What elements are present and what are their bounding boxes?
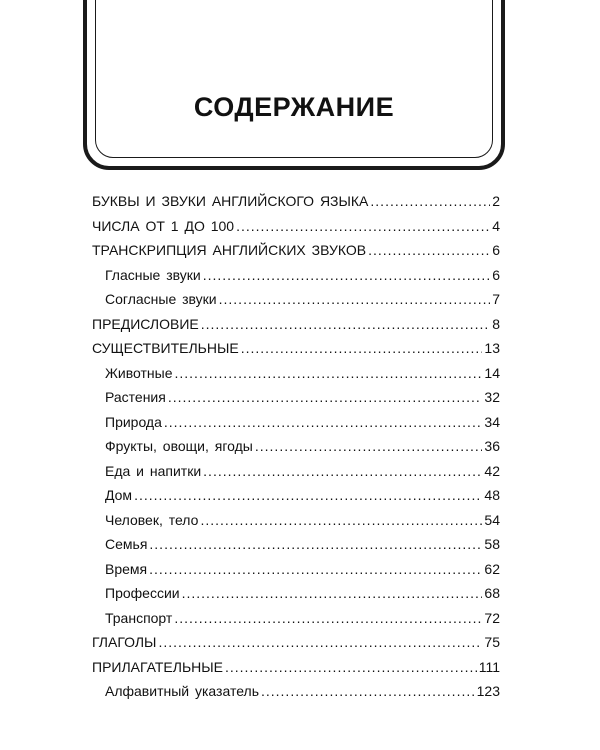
toc-entry xyxy=(92,189,500,214)
toc-dot-leader xyxy=(201,312,490,337)
toc-entry-page: 6 xyxy=(492,242,500,258)
toc-entry-label: Согласные звуки xyxy=(105,291,217,307)
toc-entry-page: 48 xyxy=(484,487,500,503)
toc-entry xyxy=(92,508,500,533)
toc-entry-label: ГЛАГОЛЫ xyxy=(92,634,157,650)
toc-entry-label: Семья xyxy=(105,536,148,552)
toc-entry xyxy=(92,459,500,484)
toc-entry xyxy=(92,655,500,680)
toc-entry-page: 32 xyxy=(484,389,500,405)
toc-entry-label: Профессии xyxy=(105,585,180,601)
toc-entry-label: БУКВЫ И ЗВУКИ АНГЛИЙСКОГО ЯЗЫКА xyxy=(92,193,369,209)
toc-entry xyxy=(92,263,500,288)
toc-entry xyxy=(92,606,500,631)
toc-entry-page: 7 xyxy=(492,291,500,307)
toc-dot-leader xyxy=(219,287,491,312)
toc-dot-leader xyxy=(134,483,482,508)
toc-entry-label: Дом xyxy=(105,487,133,503)
toc-entry-page: 36 xyxy=(484,438,500,454)
toc-entry-page: 72 xyxy=(484,609,500,626)
toc-entry-label: Алфавитный указатель xyxy=(105,683,259,699)
toc-dot-leader xyxy=(370,189,490,214)
toc-entry-page: 75 xyxy=(484,634,500,650)
toc-entry xyxy=(92,483,500,508)
toc-dot-leader xyxy=(225,655,477,680)
toc-dot-leader xyxy=(182,581,483,606)
toc-entry-label: Гласные звуки xyxy=(105,266,201,283)
toc-dot-leader xyxy=(203,459,482,484)
toc-entry-label: Природа xyxy=(105,413,162,430)
toc-entry-page: 42 xyxy=(484,462,500,479)
toc-entry-page: 62 xyxy=(484,560,500,577)
toc-entry xyxy=(92,557,500,582)
toc-entry-page: 14 xyxy=(484,364,500,381)
toc-entry xyxy=(92,532,500,557)
toc-entry-label: Человек, тело xyxy=(105,511,199,528)
toc-entry-page: 4 xyxy=(492,217,500,234)
toc-dot-leader xyxy=(236,214,490,239)
toc-entry-page: 123 xyxy=(476,683,500,699)
toc-entry-label: Еда и напитки xyxy=(105,462,202,479)
toc-dot-leader xyxy=(200,508,482,533)
toc-entry-page: 6 xyxy=(492,266,500,283)
toc-entry-page: 58 xyxy=(484,536,500,552)
toc-entry-label: Животные xyxy=(105,364,173,381)
toc-dot-leader xyxy=(149,557,482,582)
toc-entry-label: ЧИСЛА ОТ 1 ДО 100 xyxy=(92,217,235,234)
toc-entry xyxy=(92,312,500,337)
toc-entry xyxy=(92,336,500,361)
toc-dot-leader xyxy=(241,336,483,361)
toc-entry-label: Транспорт xyxy=(105,609,173,626)
toc-dot-leader xyxy=(149,532,482,557)
toc-entry xyxy=(92,630,500,655)
toc-entry xyxy=(92,434,500,459)
toc-dot-leader xyxy=(174,606,482,631)
toc-dot-leader xyxy=(164,410,483,435)
toc-dot-leader xyxy=(261,679,475,704)
toc-dot-leader xyxy=(158,630,482,655)
toc-entry-label: ПРЕДИСЛОВИЕ xyxy=(92,315,199,332)
toc-entry xyxy=(92,214,500,239)
page-title: СОДЕРЖАНИЕ xyxy=(193,92,395,122)
toc-entry-label: ПРИЛАГАТЕЛЬНЫЕ xyxy=(92,658,223,675)
toc-entry xyxy=(92,679,500,704)
toc-entry xyxy=(92,361,500,386)
toc-dot-leader xyxy=(175,361,483,386)
title-frame xyxy=(83,0,505,170)
toc-entry-page: 111 xyxy=(478,658,500,675)
toc-entry xyxy=(92,385,500,410)
toc-dot-leader xyxy=(203,263,490,288)
toc-entry xyxy=(92,410,500,435)
toc-entry xyxy=(92,581,500,606)
toc-entry-label: Время xyxy=(105,560,148,577)
toc-entry xyxy=(92,287,500,312)
toc-entry-page: 34 xyxy=(484,413,500,430)
toc-entry-page: 68 xyxy=(484,585,500,601)
toc-entry-label: Растения xyxy=(105,389,166,405)
toc-entry-page: 8 xyxy=(492,315,500,332)
toc-entry-page: 13 xyxy=(484,340,500,356)
toc-entry-page: 54 xyxy=(484,511,500,528)
toc-dot-leader xyxy=(368,238,490,263)
table-of-contents xyxy=(92,189,500,704)
toc-entry-label: Фрукты, овощи, ягоды xyxy=(105,438,253,454)
toc-entry xyxy=(92,238,500,263)
toc-dot-leader xyxy=(255,434,483,459)
toc-entry-page: 2 xyxy=(492,193,500,209)
toc-dot-leader xyxy=(168,385,483,410)
toc-entry-label: ТРАНСКРИПЦИЯ АНГЛИЙСКИХ ЗВУКОВ xyxy=(92,242,367,258)
toc-entry-label: СУЩЕСТВИТЕЛЬНЫЕ xyxy=(92,340,239,356)
